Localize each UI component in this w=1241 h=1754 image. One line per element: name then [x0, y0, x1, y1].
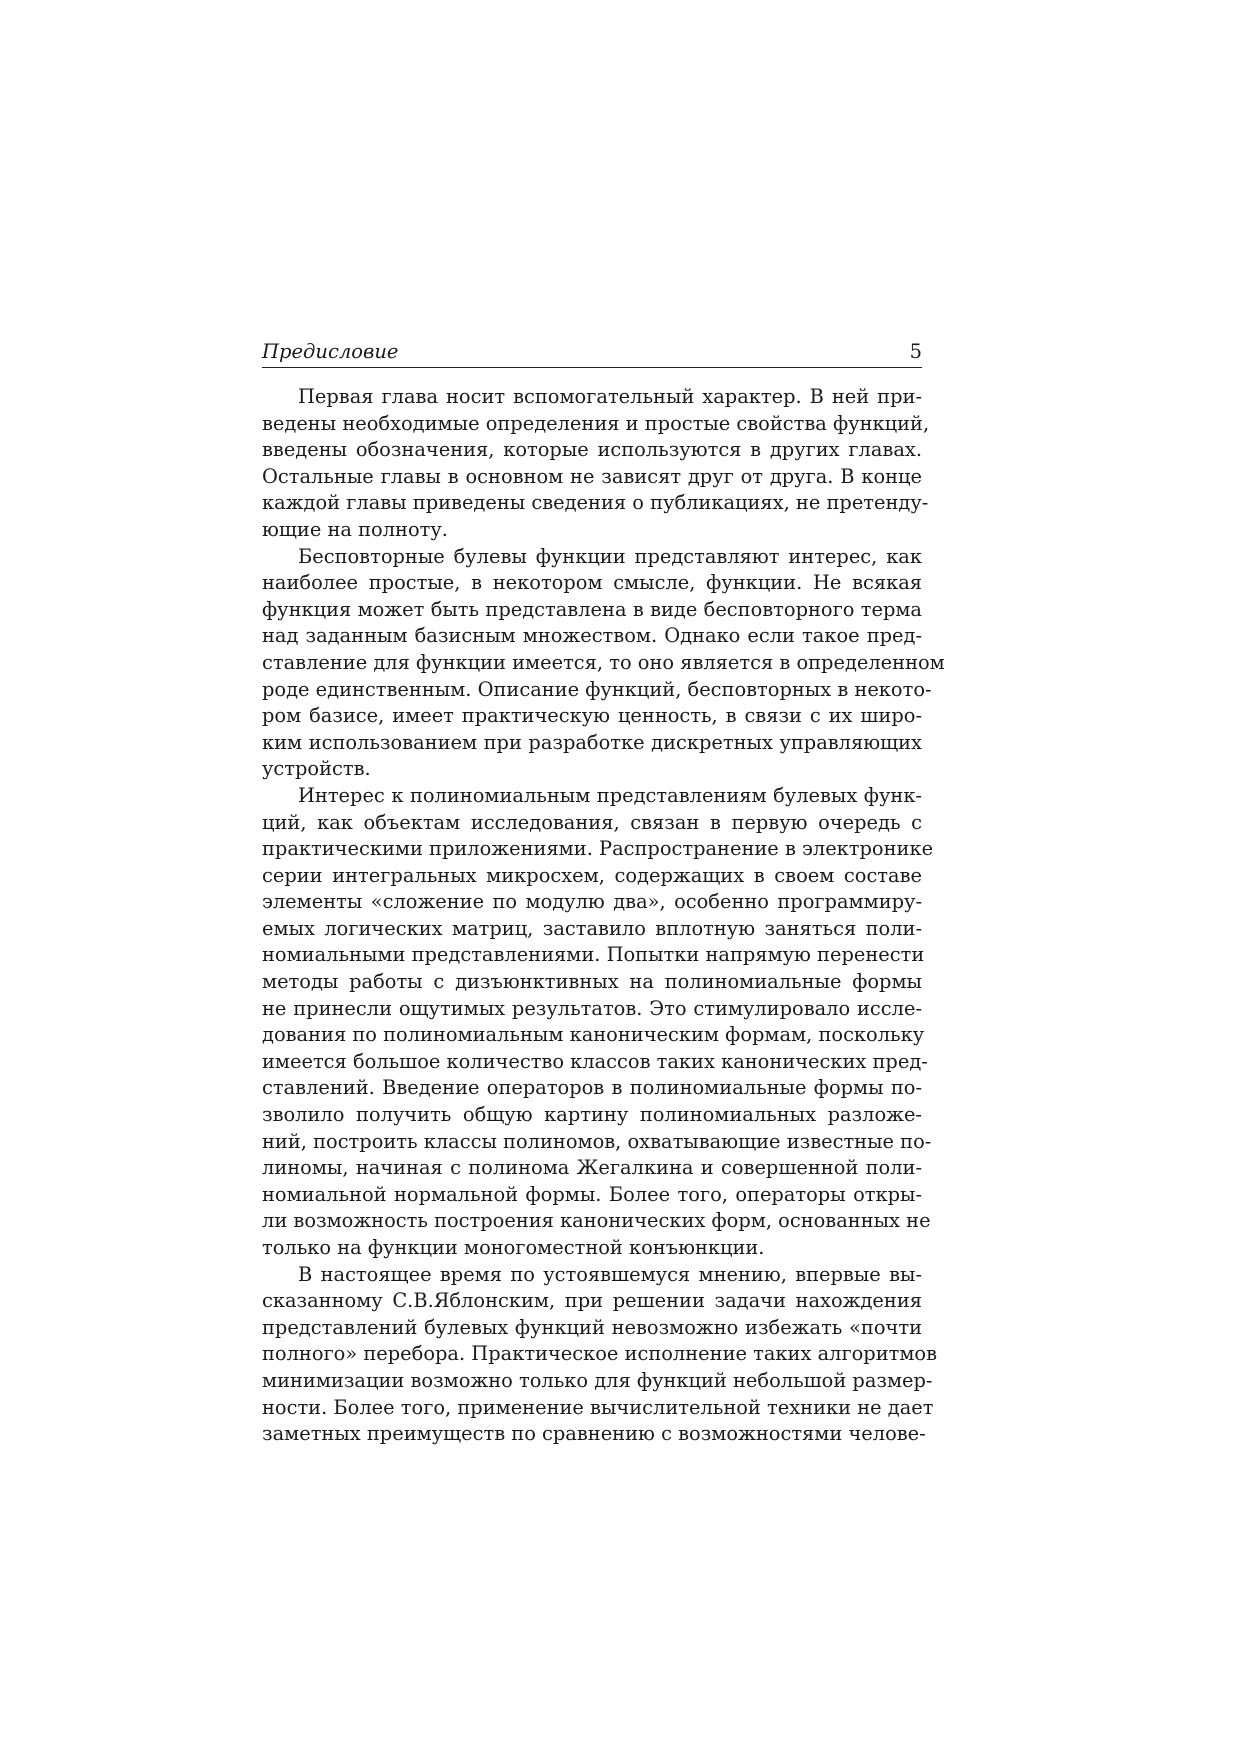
text-line: полного» перебора. Практическое исполнение таких алгоритмов — [262, 1342, 938, 1366]
text-line: ведены необходимые определения и простые свойства функций, — [262, 411, 930, 435]
paragraph — [262, 544, 945, 783]
text-line: не принесли ощутимых результатов. Это стимулировало иссле- — [262, 996, 922, 1020]
text-line: минимизации возможно только для функций небольшой размер- — [262, 1368, 933, 1392]
text-line: ций, как объектам исследования, связан в первую очередь с — [262, 810, 922, 834]
page-number: 5 — [909, 340, 922, 363]
text-line: введены обозначения, которые используются в других главах. — [262, 438, 922, 462]
text-line: ний, построить классы полиномов, охватывающие известные по- — [262, 1129, 932, 1153]
text-line: ставление для функции имеется, то оно является в определенном — [262, 650, 945, 674]
text-line: имеется большое количество классов таких канонических пред- — [262, 1049, 928, 1073]
text-line: наиболее простые, в некотором смысле, функции. Не всякая — [262, 571, 922, 595]
text-line: устройств. — [262, 757, 371, 781]
text-line: номиальной нормальной формы. Более того, операторы откры- — [262, 1182, 922, 1206]
page — [262, 340, 945, 1448]
text-line: только на функции моногоместной конъюнкции. — [262, 1236, 765, 1259]
paragraph — [262, 783, 934, 1262]
text-line: зволило получить общую картину полиномиальных разложе- — [262, 1103, 922, 1127]
body-text — [262, 384, 945, 1448]
text-line: функция может быть представлена в виде бесповторного терма — [262, 597, 922, 621]
paragraph — [262, 384, 930, 544]
text-line: серии интегральных микросхем, содержащих в своем составе — [262, 863, 922, 887]
running-title: Предисловие — [262, 340, 399, 363]
text-line: сказанному С.В.Яблонским, при решении задачи нахождения — [262, 1289, 922, 1313]
text-line: ности. Более того, применение вычислительной техники не дает — [262, 1395, 934, 1419]
text-line: элементы «сложение по модулю два», особенно программиру- — [262, 890, 922, 914]
text-line: Первая глава носит вспомогательный характер. В ней при- — [298, 385, 922, 408]
text-line: ющие на полноту. — [262, 517, 448, 541]
text-line: ставлений. Введение операторов в полиномиальные формы по- — [262, 1076, 922, 1100]
paragraph — [262, 1262, 938, 1448]
text-line: ли возможность построения канонических форм, основанных не — [262, 1209, 931, 1233]
text-line: дования по полиномиальным каноническим формам, поскольку — [262, 1023, 925, 1047]
text-line: В настоящее время по устоявшемуся мнению, впервые вы- — [298, 1262, 922, 1286]
text-line: заметных преимуществ по сравнению с возможностями челове- — [262, 1422, 926, 1446]
text-line: ким использованием при разработке дискретных управляющих — [262, 730, 922, 754]
text-line: номиальными представлениями. Попытки напрямую перенести — [262, 943, 925, 967]
text-line: Остальные главы в основном не зависят друг от друга. В конце — [262, 464, 922, 488]
text-line: практическими приложениями. Распространение в электронике — [262, 837, 934, 861]
text-line: Интерес к полиномиальным представлениям булевых функ- — [298, 783, 922, 807]
text-line: методы работы с дизъюнктивных на полиномиальные формы — [262, 970, 922, 994]
text-line: представлений булевых функций невозможно избежать «почти — [262, 1315, 922, 1339]
text-line: Бесповторные булевы функции представляют интерес, как — [298, 544, 922, 568]
text-line: ром базисе, имеет практическую ценность, в связи с их широ- — [262, 704, 922, 728]
running-header — [262, 340, 922, 368]
text-line: каждой главы приведены сведения о публикациях, не претенду- — [262, 491, 929, 515]
text-line: емых логических матриц, заставило вплотную заняться поли- — [262, 916, 922, 940]
text-line: над заданным базисным множеством. Однако если такое пред- — [262, 624, 922, 648]
text-line: роде единственным. Описание функций, бесповторных в некото- — [262, 677, 932, 701]
text-line: линомы, начиная с полинома Жегалкина и совершенной поли- — [262, 1156, 922, 1180]
